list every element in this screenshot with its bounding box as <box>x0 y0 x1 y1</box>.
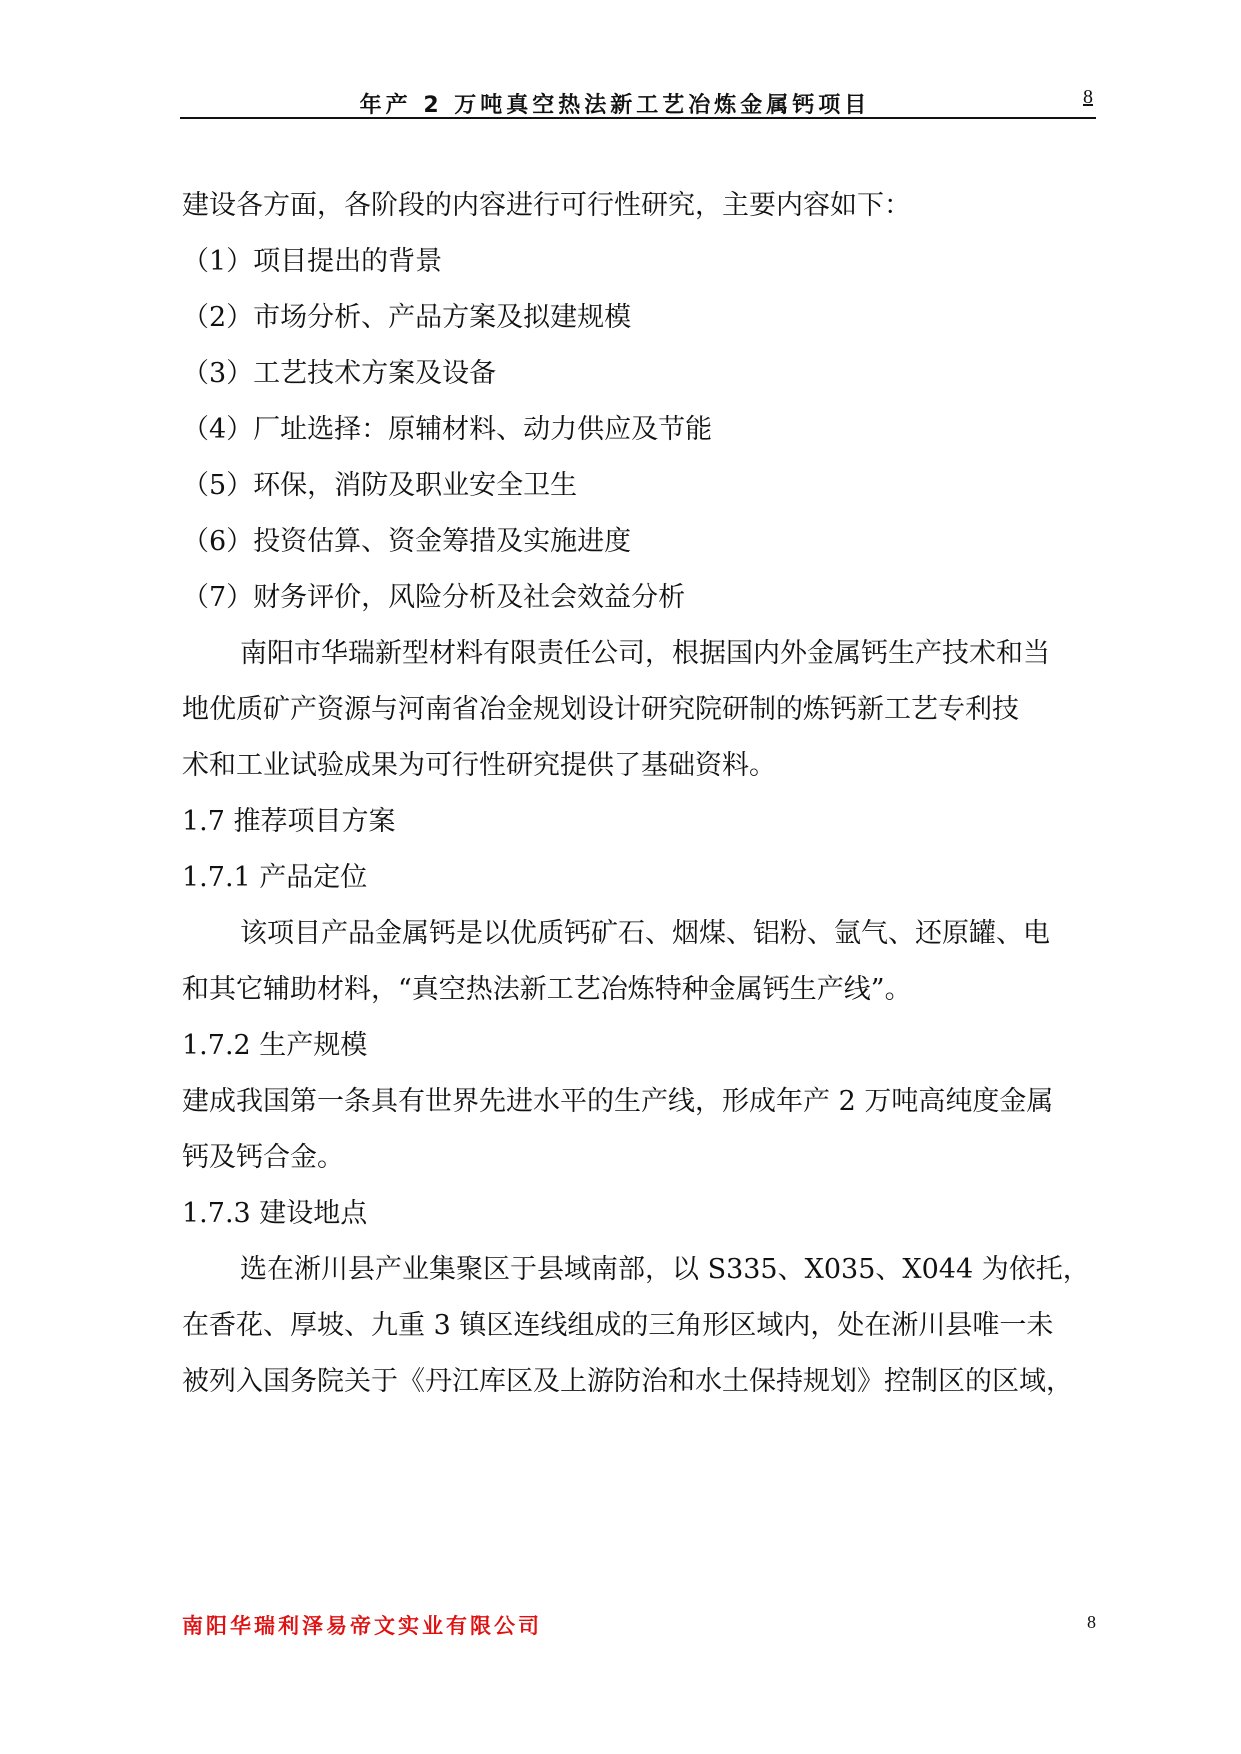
paragraph-line: 和其它辅助材料，“真空热法新工艺冶炼特种金属钙生产线”。 <box>182 974 912 1005</box>
header-divider <box>180 117 1096 119</box>
section-heading-1-7-1: 1.7.1 产品定位 <box>182 862 368 893</box>
paragraph-line: 建设各方面，各阶段的内容进行可行性研究，主要内容如下： <box>182 190 911 221</box>
paragraph-line: 在香花、厚坡、九重 3 镇区连线组成的三角形区域内，处在淅川县唯一未 <box>182 1310 1054 1341</box>
paragraph-line: 该项目产品金属钙是以优质钙矿石、烟煤、铝粉、氩气、还原罐、电 <box>240 918 1050 949</box>
list-item-1: （1）项目提出的背景 <box>182 246 443 277</box>
paragraph-line: 南阳市华瑞新型材料有限责任公司，根据国内外金属钙生产技术和当 <box>240 638 1050 669</box>
header-page-number: 8 <box>1083 86 1093 108</box>
footer-company-name: 南阳华瑞利泽易帝文实业有限公司 <box>182 1614 542 1638</box>
footer-page-number: 8 <box>1087 1612 1096 1632</box>
list-item-7: （7）财务评价，风险分析及社会效益分析 <box>182 582 686 613</box>
paragraph-line: 建成我国第一条具有世界先进水平的生产线，形成年产 2 万吨高纯度金属 <box>182 1086 1054 1117</box>
section-heading-1-7-2: 1.7.2 生产规模 <box>182 1030 368 1061</box>
list-item-4: （4）厂址选择：原辅材料、动力供应及节能 <box>182 414 713 445</box>
paragraph-line: 钙及钙合金。 <box>182 1142 344 1173</box>
paragraph-line: 被列入国务院关于《丹江库区及上游防治和水土保持规划》控制区的区域， <box>182 1366 1073 1397</box>
section-heading-1-7-3: 1.7.3 建设地点 <box>182 1198 368 1229</box>
section-heading-1-7: 1.7 推荐项目方案 <box>182 806 396 837</box>
paragraph-line: 选在淅川县产业集聚区于县域南部，以 S335、X035、X044 为依托， <box>240 1254 1090 1285</box>
paragraph-line: 地优质矿产资源与河南省冶金规划设计研究院研制的炼钙新工艺专利技 <box>182 694 1019 725</box>
list-item-5: （5）环保，消防及职业安全卫生 <box>182 470 578 501</box>
list-item-3: （3）工艺技术方案及设备 <box>182 358 497 389</box>
list-item-2: （2）市场分析、产品方案及拟建规模 <box>182 302 632 333</box>
header-title: 年产 2 万吨真空热法新工艺冶炼金属钙项目 <box>359 93 871 118</box>
paragraph-line: 术和工业试验成果为可行性研究提供了基础资料。 <box>182 750 776 781</box>
list-item-6: （6）投资估算、资金筹措及实施进度 <box>182 526 632 557</box>
